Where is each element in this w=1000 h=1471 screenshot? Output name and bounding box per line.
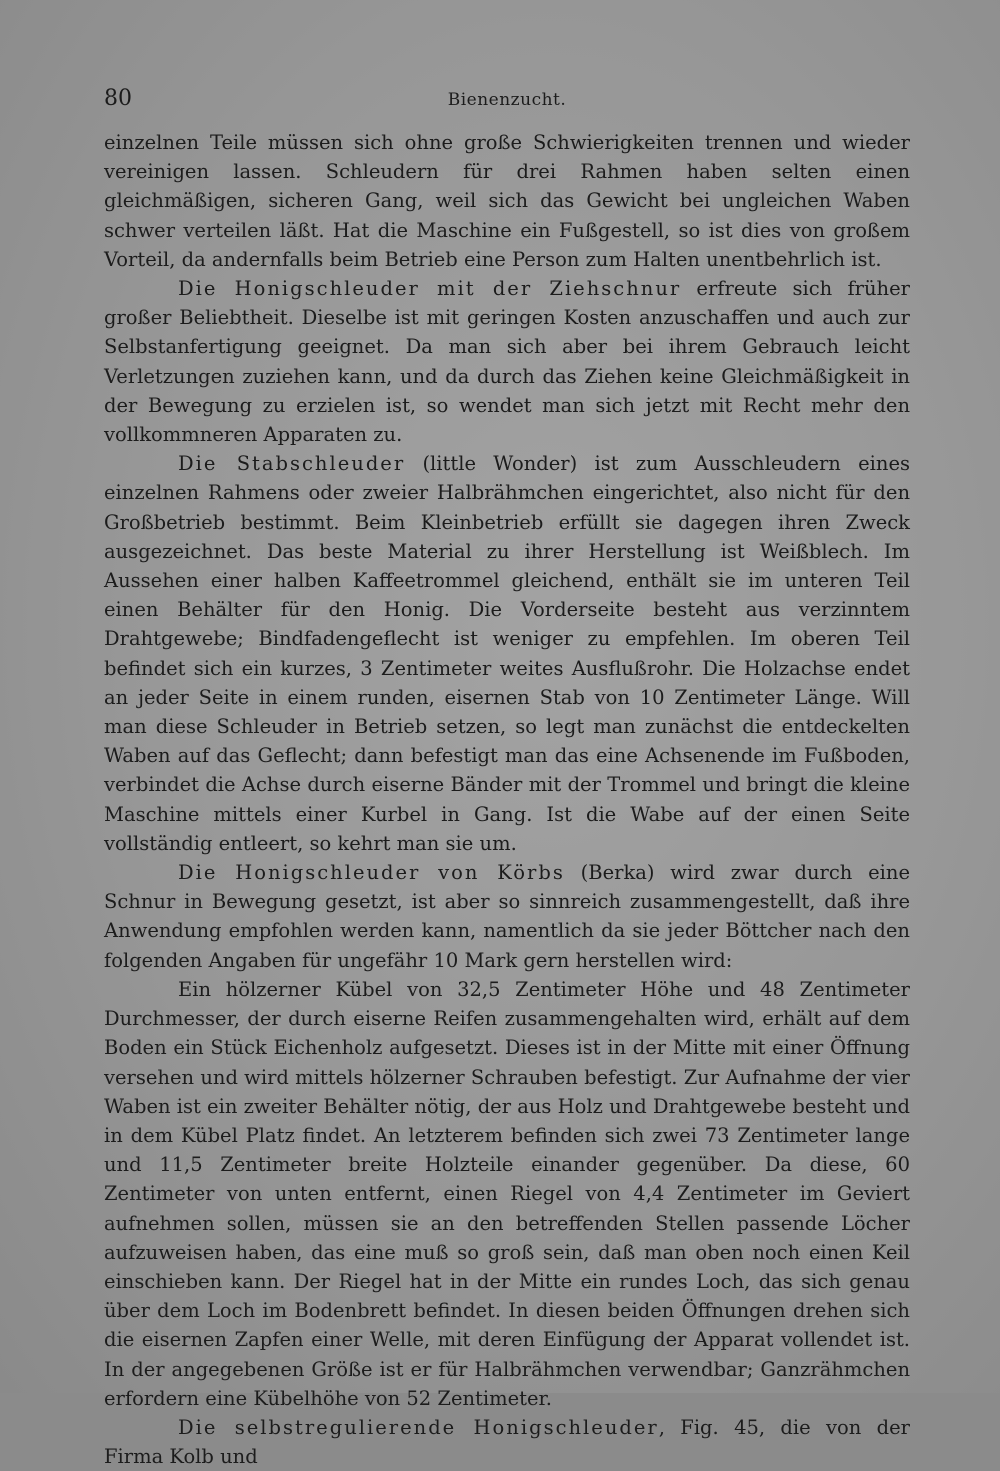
- paragraph-text: einzelnen Teile müssen sich ohne große Schwierigkeiten trennen und wieder vereinigen lassen. Schleudern für drei Rahmen haben selten einen gleichmäßigen, sicheren Gang, weil sich das Gewicht bei ungleichen Waben schwer verteilen läßt. Hat die Maschine ein Fußgestell, so ist dies von großem Vorteil, da andernfalls beim Betrieb eine Person zum Halten unentbehrlich ist.: [104, 131, 910, 271]
- paragraph-text: (Berka) wird zwar durch eine Schnur in Bewegung gesetzt, ist aber so sinnreich zusammengestellt, daß ihre Anwendung empfohlen werden kann, namentlich da sie jeder Böttcher nach den folgenden Angaben für ungefähr 10 Mark gern herstellen wird:: [104, 861, 910, 972]
- paragraph-text: (little Wonder) ist zum Ausschleudern eines einzelnen Rahmens oder zweier Halbrähmchen eingerichtet, also nicht für den Großbetrieb bestimmt. Beim Kleinbetrieb erfüllt sie dagegen ihren Zweck ausgezeichnet. Das beste Material zu ihrer Herstellung ist Weißblech. Im Aussehen einer halben Kaffeetrommel gleichend, enthält sie im unteren Teil einen Behälter für den Honig. Die Vorderseite besteht aus verzinntem Drahtgewebe; Bindfadengeflecht ist weniger zu empfehlen. Im oberen Teil befindet sich ein kurzes, 3 Zentimeter weites Ausflußrohr. Die Holzachse endet an jeder Seite in einem runden, eisernen Stab von 10 Zentimeter Länge. Will man diese Schleuder in Betrieb setzen, so legt man zunächst die entdeckelten Waben auf das Geflecht; dann befestigt man das eine Achsenende im Fußboden, verbindet die Achse durch eiserne Bänder mit der Trommel und bringt die kleine Maschine mittels einer Kurbel in Gang. Ist die Wabe auf der einen Seite vollständig entleert, so kehrt man sie um.: [104, 452, 910, 855]
- page-number: 80: [104, 86, 132, 111]
- paragraph: [104, 128, 910, 274]
- paragraph: [104, 975, 910, 1413]
- paragraph: [104, 1413, 910, 1471]
- paragraph-text: Ein hölzerner Kübel von 32,5 Zentimeter Höhe und 48 Zentimeter Durchmesser, der durch eiserne Reifen zusammengehalten wird, erhält auf dem Boden ein Stück Eichenholz aufgesetzt. Dieses ist in der Mitte mit einer Öffnung versehen und wird mittels hölzerner Schrauben befestigt. Zur Aufnahme der vier Waben ist ein zweiter Behälter nötig, der aus Holz und Drahtgewebe besteht und in dem Kübel Platz findet. An letzterem befinden sich zwei 73 Zentimeter lange und 11,5 Zentimeter breite Holzteile einander gegenüber. Da diese, 60 Zentimeter von unten entfernt, einen Riegel von 4,4 Zentimeter im Geviert aufnehmen sollen, müssen sie an den betreffenden Stellen passende Löcher aufzuweisen haben, das eine muß so groß sein, daß man oben noch einen Keil einschieben kann. Der Riegel hat in der Mitte ein rundes Loch, das sich genau über dem Loch im Bodenbrett befindet. In diesen beiden Öffnungen drehen sich die eisernen Zapfen einer Welle, mit deren Einfügung der Apparat vollendet ist. In der angegebenen Größe ist er für Halbrähmchen verwendbar; Ganzrähmchen erfordern eine Kübelhöhe von 52 Zentimeter.: [104, 977, 910, 1410]
- paragraph-text: , Fig. 45, die von der Firma Kolb und: [104, 1415, 910, 1469]
- running-head: Bienenzucht.: [447, 90, 567, 110]
- page-header: [104, 84, 910, 118]
- paragraph-lead: Die Honigschleuder mit der Ziehschnur: [178, 277, 682, 301]
- paragraph: [104, 858, 910, 975]
- body-text: [104, 128, 910, 1471]
- paragraph: [104, 449, 910, 858]
- paragraph-lead: Die Stabschleuder: [178, 452, 406, 476]
- paragraph: [104, 274, 910, 449]
- paragraph-text: erfreute sich früher großer Beliebtheit. Dieselbe ist mit geringen Kosten anzuschaffen und auch zur Selbstanfertigung geeignet. Da man sich aber bei ihrem Gebrauch leicht Verletzungen zuziehen kann, und da durch das Ziehen keine Gleichmäßigkeit in der Bewegung zu erzielen ist, so wendet man sich jetzt mit Recht mehr den vollkommneren Apparaten zu.: [104, 277, 910, 447]
- paragraph-lead: Die Honigschleuder von Körbs: [178, 861, 565, 885]
- paragraph-lead: Die selbstregulierende Honigschleuder: [178, 1415, 659, 1439]
